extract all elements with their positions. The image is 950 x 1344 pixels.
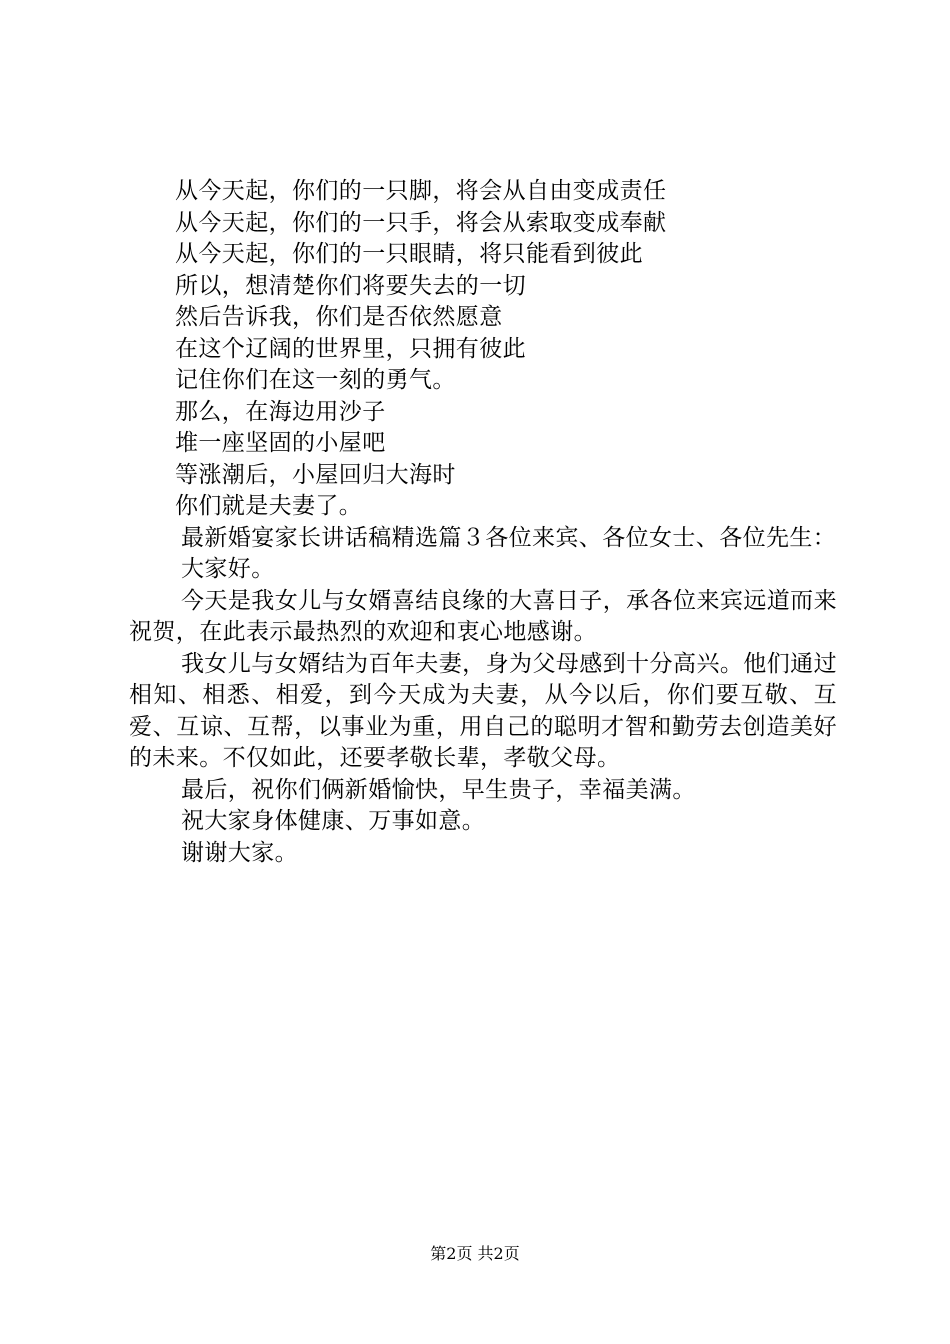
poem-line: 从今天起，你们的一只眼睛，将只能看到彼此	[175, 241, 643, 267]
thanks-paragraph: 谢谢大家。	[181, 839, 298, 866]
wish-paragraph: 祝大家身体健康、万事如意。	[181, 808, 486, 834]
page-number-footer: 第2页 共2页	[430, 1244, 520, 1263]
poem-line: 然后告诉我，你们是否依然愿意	[175, 304, 503, 330]
welcome-paragraph: 今天是我女儿与女婿喜结良缘的大喜日子，承各位来宾远道而来祝贺，在此表示最热烈的欢迎和衷心地感谢。	[129, 587, 837, 645]
greeting-paragraph: 大家好。	[181, 556, 275, 582]
poem-line: 从今天起，你们的一只手，将会从索取变成奉献	[175, 209, 667, 236]
poem-line: 堆一座坚固的小屋吧	[175, 430, 386, 456]
poem-line: 从今天起，你们的一只脚，将会从自由变成责任	[175, 178, 667, 204]
poem-line: 等涨潮后，小屋回归大海时	[175, 461, 456, 488]
poem-line: 所以，想清楚你们将要失去的一切	[175, 272, 526, 299]
speech-heading-paragraph: 最新婚宴家长讲话稿精选篇３各位来宾、各位女士、各位先生：	[181, 524, 837, 551]
wish-paragraph: 最后，祝你们俩新婚愉快，早生贵子，幸福美满。	[181, 776, 696, 803]
poem-line: 你们就是夫妻了。	[175, 493, 363, 519]
poem-line: 在这个辽阔的世界里，只拥有彼此	[175, 335, 526, 362]
poem-line: 记住你们在这一刻的勇气。	[175, 367, 456, 393]
blessing-paragraph: 我女儿与女婿结为百年夫妻，身为父母感到十分高兴。他们通过相知、相悉、相爱，到今天成为夫妻，从今以后，你们要互敬、互爱、互谅、互帮，以事业为重，用自己的聪明才智和勤劳去创造美好的未来。不仅如此，还要孝敬长辈，孝敬父母。	[129, 650, 837, 771]
document-body	[129, 176, 837, 869]
poem-line: 那么，在海边用沙子	[175, 398, 386, 425]
